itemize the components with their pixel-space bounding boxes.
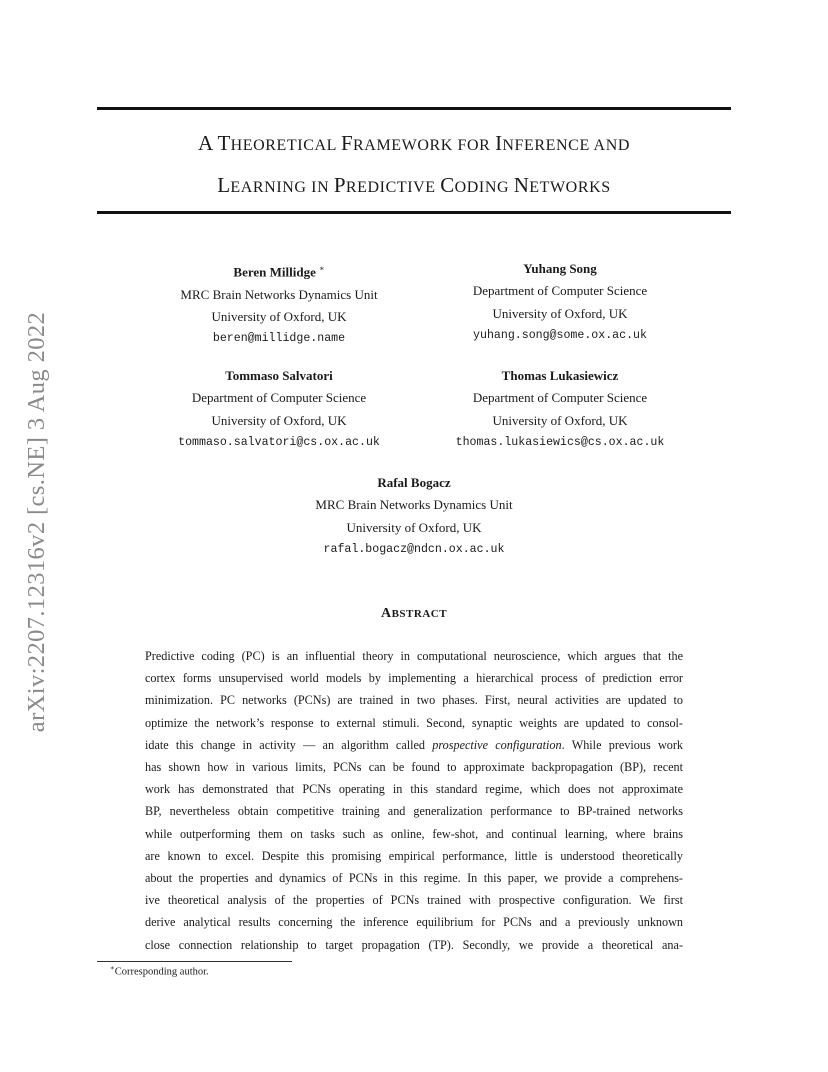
corresponding-author-mark: ∗	[319, 264, 325, 273]
arxiv-identifier-stamp: arXiv:2207.12316v2 [cs.NE] 3 Aug 2022	[23, 311, 50, 733]
abstract-line: ive theoretical analysis of the properties of PCNs trained with prospective configuration. We first	[145, 893, 683, 908]
author-affiliation: Department of Computer Science	[191, 390, 367, 406]
abstract-heading: ABSTRACT	[380, 606, 448, 621]
abstract-line: optimize the network’s response to external stimuli. Second, synaptic weights are updated to consol-	[145, 715, 683, 730]
title-rule-bottom	[97, 211, 731, 214]
title-rule-top	[97, 107, 731, 110]
abstract-line: close connection relationship to target propagation (TP). Secondly, we provide a theoretical ana-	[145, 937, 683, 952]
author-name: Thomas Lukasiewicz	[501, 368, 619, 383]
footnote-rule	[97, 961, 292, 962]
author-university: University of Oxford, UK	[346, 519, 482, 535]
abstract-line: cortex forms unsupervised world models by implementing a hierarchical process of prediction error	[145, 671, 683, 686]
title-segment: T	[217, 131, 231, 155]
title-segment: EARNING IN	[230, 179, 334, 196]
abstract-line: derive analytical results concerning the inference equilibrium for PCNs and a previously unknown	[145, 915, 683, 930]
footnote-mark: ∗	[110, 964, 115, 972]
author-name: Rafal Bogacz	[377, 475, 451, 490]
author-block	[274, 472, 554, 561]
abstract-line: minimization. PC networks (PCNs) are trained in two phases. First, neural activities are updated to	[145, 693, 683, 708]
abstract-line: idate this change in activity — an algorithm called prospective configuration. While previous work	[145, 737, 684, 752]
title-segment: C	[440, 173, 455, 197]
author-affiliation: Department of Computer Science	[472, 390, 648, 406]
author-university: University of Oxford, UK	[211, 412, 347, 428]
title-segment: NFERENCE AND	[502, 137, 631, 154]
author-name: Yuhang Song	[523, 261, 597, 276]
emphasized-term: prospective configuration	[432, 737, 562, 752]
author-email: tommaso.salvatori@cs.ox.ac.uk	[178, 435, 380, 449]
author-affiliation: MRC Brain Networks Dynamics Unit	[315, 497, 513, 513]
footnote-text: Corresponding author.	[114, 966, 209, 978]
title-segment: A	[197, 131, 218, 155]
author-block	[420, 258, 700, 347]
author-email: thomas.lukasiewics@cs.ox.ac.uk	[455, 435, 665, 449]
author-name: Tommaso Salvatori	[225, 368, 333, 383]
title-segment: I	[495, 131, 503, 155]
author-university: University of Oxford, UK	[211, 308, 347, 324]
footnote	[110, 964, 209, 978]
author-email: beren@millidge.name	[212, 332, 346, 346]
abstract-line: while outperforming them on tasks such as online, few-shot, and continual learning, where brains	[145, 826, 683, 841]
abstract-line: work has demonstrated that PCNs operating in this standard regime, which does not approximate	[145, 782, 683, 797]
abstract-body	[145, 645, 683, 956]
title-segment: P	[333, 173, 346, 197]
paper-title-line-1	[97, 131, 731, 156]
author-email: rafal.bogacz@ndcn.ox.ac.uk	[323, 542, 505, 556]
author-block	[139, 365, 419, 454]
abstract-line: about the properties and dynamics of PCNs in this regime. In this paper, we provide a comprehens-	[145, 871, 683, 886]
title-segment: HEORETICAL	[230, 137, 342, 154]
author-affiliation: Department of Computer Science	[472, 283, 648, 299]
author-block	[139, 258, 419, 351]
author-university: University of Oxford, UK	[492, 305, 628, 321]
author-affiliation: MRC Brain Networks Dynamics Unit	[180, 286, 378, 302]
paper-title-line-2	[97, 173, 731, 198]
author-name: Beren Millidge ∗	[233, 264, 325, 280]
author-email: yuhang.song@some.ox.ac.uk	[473, 328, 647, 342]
abstract-line: BP, nevertheless obtain competitive training and generalization performance to BP-trained networks	[145, 804, 683, 819]
title-segment: ODING	[454, 179, 514, 196]
title-segment: F	[341, 131, 354, 155]
title-segment: L	[217, 173, 231, 197]
abstract-line: Predictive coding (PC) is an influential theory in computational neuroscience, which argues that the	[145, 649, 683, 663]
title-segment: N	[513, 173, 530, 197]
abstract-line: has shown how in various limits, PCNs can be found to approximate backpropagation (BP), recent	[145, 760, 683, 775]
abstract-line: are known to excel. Despite this promising empirical performance, little is understood theoretically	[145, 848, 683, 863]
author-block	[420, 365, 700, 454]
title-segment: REDICTIVE	[345, 179, 441, 196]
title-segment: ETWORKS	[529, 179, 611, 196]
author-university: University of Oxford, UK	[492, 412, 628, 428]
title-segment: RAMEWORK FOR	[353, 137, 496, 154]
